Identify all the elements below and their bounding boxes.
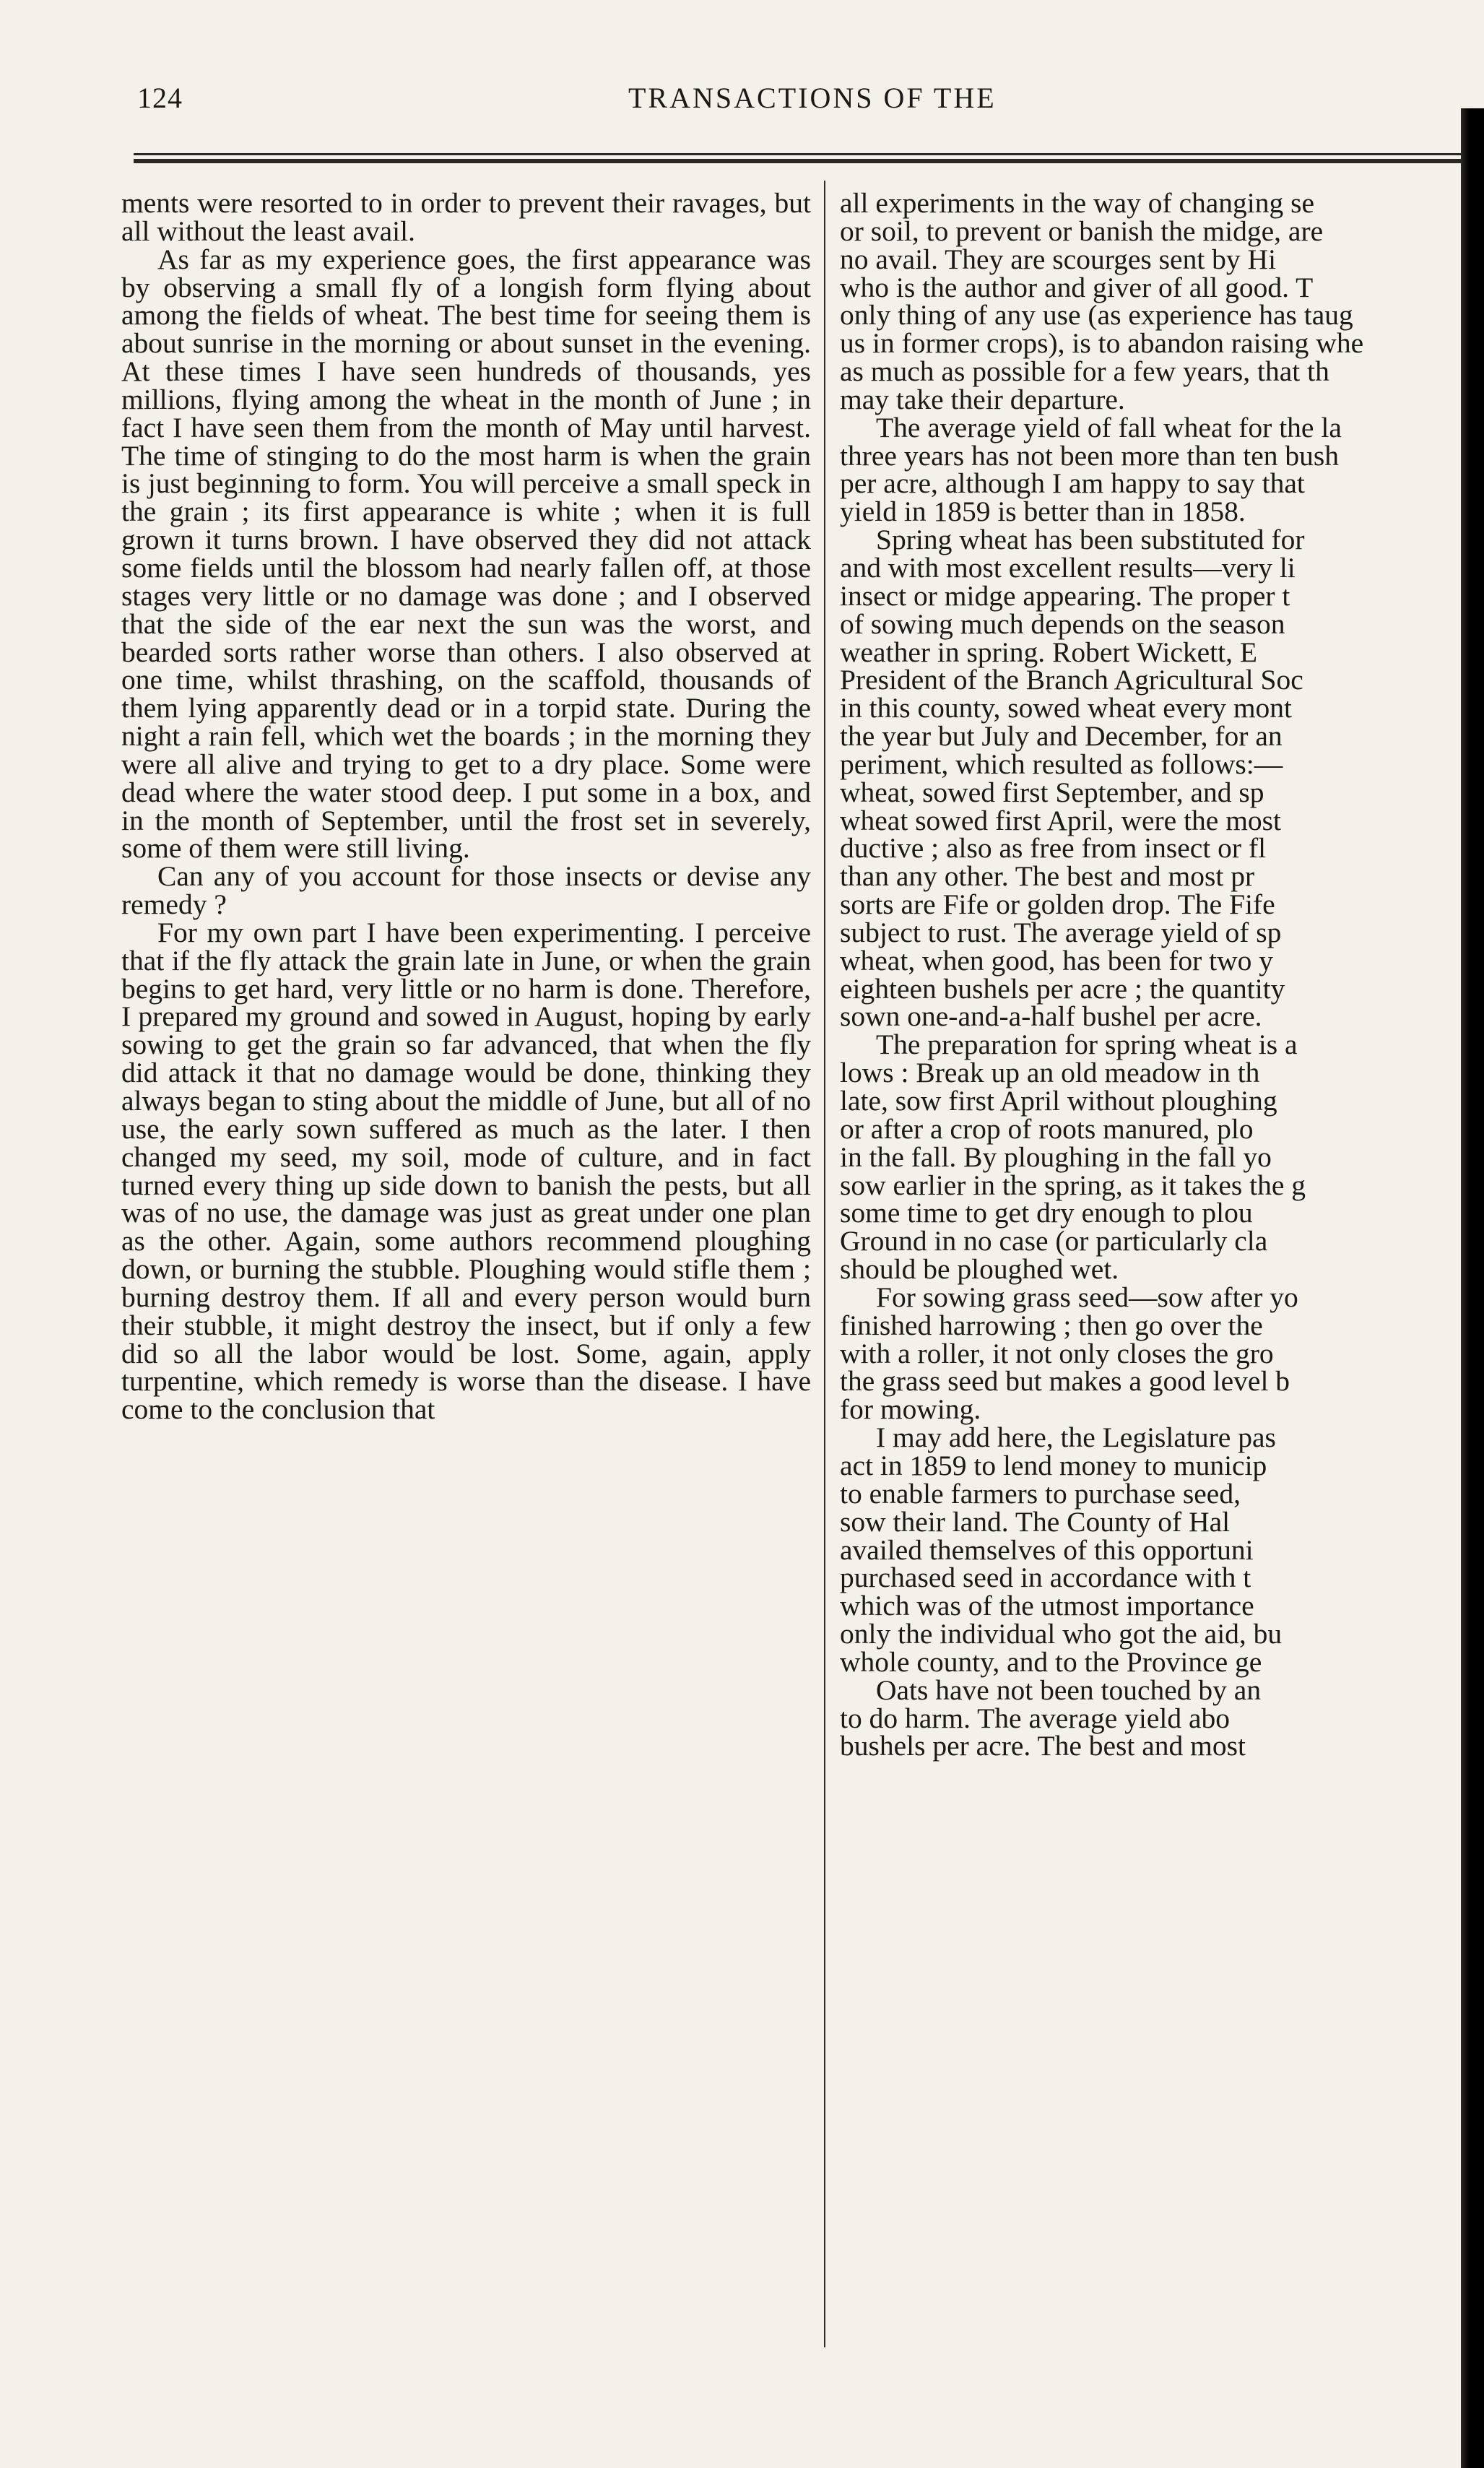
right-column-line: yield in 1859 is better than in 1858. <box>840 495 1246 528</box>
right-column-line: may take their departure. <box>840 383 1125 415</box>
right-column-line: or soil, to prevent or banish the midge, are <box>840 215 1324 247</box>
column-divider <box>824 181 825 2347</box>
right-column-line: whole county, and to the Province ge <box>840 1645 1262 1678</box>
right-column-line: should be ploughed wet. <box>840 1253 1119 1286</box>
right-column-line: act in 1859 to lend money to municip <box>840 1449 1267 1481</box>
right-column-line: eighteen bushels per acre ; the quantity <box>840 972 1285 1005</box>
right-column-line: in this county, sowed wheat every mont <box>840 692 1293 724</box>
right-column-line: the year but July and December, for an <box>840 720 1283 753</box>
right-column-line: Ground in no case (or particularly cla <box>840 1225 1268 1257</box>
header-rule-thick <box>134 159 1484 163</box>
right-column-line: wheat sowed first April, were the most <box>840 804 1282 836</box>
right-column-line: wheat, sowed first September, and sp <box>840 776 1264 808</box>
right-column-line: bushels per acre. The best and most <box>840 1730 1246 1762</box>
right-column-line: purchased seed in accordance with t <box>840 1562 1251 1594</box>
header-rule-thin <box>134 153 1484 155</box>
right-column-line: as much as possible for a few years, that th <box>840 355 1329 388</box>
right-column-line: sow earlier in the spring, as it takes the g <box>840 1169 1306 1201</box>
right-column-line: Spring wheat has been substituted for <box>876 524 1305 556</box>
right-column-line: per acre, although I am happy to say that <box>840 467 1305 500</box>
right-column-line: some time to get dry enough to plou <box>840 1197 1253 1229</box>
right-column-line: and with most excellent results—very li <box>840 551 1296 584</box>
right-column-line: with a roller, it not only closes the gro <box>840 1337 1274 1369</box>
left-paragraph-3: Can any of you account for those insects or devise any remedy ? <box>121 860 811 921</box>
right-column-line: to enable farmers to purchase seed, <box>840 1477 1241 1510</box>
right-column-line: of sowing much depends on the season <box>840 607 1285 640</box>
right-column-line: finished harrowing ; then go over the <box>840 1309 1263 1341</box>
right-column-line: the grass seed but makes a good level b <box>840 1365 1290 1398</box>
right-column-line: subject to rust. The average yield of sp <box>840 916 1282 948</box>
right-column-line: or after a crop of roots manured, plo <box>840 1112 1254 1145</box>
left-paragraph-4: For my own part I have been experimenting. I perceive that if the fly attack the grain late in June, or when the grain begins to get hard, very little or no harm is done. Therefore, I prepared my ground and sowed in August, hoping by early sowing to get the grain so far advanced, that when the fly did attack it that no damage would be done, thinking they always began to sting about the middle of June, but all of no use, the early sown suffered as much as the later. I then changed my seed, my soil, mode of culture, and in fact turned every thing up side down to banish the pests, but all was of no use, the damage was just as great under one plan as the other. Again, some authors recommend ploughing down, or burning the stubble. Ploughing would stifle them ; burning destroy them. If all and every person would burn their stubble, it might destroy the insect, but if only a few did so all the labor would be lost. Some, again, apply turpentine, which remedy is worse than the disease. I have come to the conclusion that <box>121 916 811 1426</box>
right-column-line: three years has not been more than ten bush <box>840 439 1340 472</box>
right-column-line: The preparation for spring wheat is a <box>876 1029 1298 1061</box>
right-column-line: than any other. The best and most pr <box>840 860 1255 893</box>
binding-shadow <box>1461 108 1484 2468</box>
left-paragraph-1: ments were resorted to in order to prevent their ravages, but all without the least avail. <box>121 189 811 247</box>
right-column-line: For sowing grass seed—sow after yo <box>876 1281 1298 1313</box>
right-column-line: I may add here, the Legislature pas <box>876 1421 1276 1454</box>
right-column-line: weather in spring. Robert Wickett, E <box>840 636 1257 668</box>
right-column-line: wheat, when good, has been for two y <box>840 944 1274 977</box>
right-column-line: President of the Branch Agricultural Soc <box>840 664 1303 696</box>
right-column-line: periment, which resulted as follows:— <box>840 748 1283 780</box>
right-column-line: late, sow first April without ploughing <box>840 1085 1277 1117</box>
page-number: 124 <box>137 82 183 114</box>
right-column-line: sorts are Fife or golden drop. The Fife <box>840 888 1275 921</box>
right-column-line: only the individual who got the aid, bu <box>840 1618 1283 1650</box>
right-column-line: all experiments in the way of changing se <box>840 189 1315 219</box>
right-column-line: lows : Break up an old meadow in th <box>840 1057 1260 1089</box>
right-column-line: for mowing. <box>840 1393 981 1426</box>
right-column-line: in the fall. By ploughing in the fall yo <box>840 1140 1272 1173</box>
right-column-line: which was of the utmost importance <box>840 1590 1254 1622</box>
right-column-line: The average yield of fall wheat for the la <box>876 411 1342 443</box>
right-column-line: sown one-and-a-half bushel per acre. <box>840 1000 1262 1033</box>
left-column <box>121 189 811 2356</box>
running-title: TRANSACTIONS OF THE <box>628 82 997 114</box>
right-column-line: sow their land. The County of Hal <box>840 1505 1231 1538</box>
left-paragraph-2: As far as my experience goes, the first appearance was by observing a small fly of a longish form flying about among the fields of wheat. The best time for seeing them is about sunrise in the morning or about sunset in the evening. At these times I have seen hundreds of thousands, yes millions, flying among the wheat in the month of June ; in fact I have seen them from the month of May until harvest. The time of stinging to do the most harm is when the grain is just beginning to form. You will perceive a small speck in the grain ; its first appearance is white ; when it is full grown it turns brown. I have observed they did not attack some fields until the blossom had nearly fallen off, at those stages very little or no damage was done ; and I observed that the side of the ear next the sun was the worst, and bearded sorts rather worse than others. I also observed at one time, whilst thrashing, on the scaffold, thousands of them lying apparently dead or in a torpid state. During the night a rain fell, which wet the boards ; in the morning they were all alive and trying to get to a dry place. Some were dead where the water stood deep. I put some in a box, and in the month of September, until the frost set in severely, some of them were still living. <box>121 243 811 865</box>
right-column-line: us in former crops), is to abandon raising whe <box>840 327 1364 360</box>
right-column-line: to do harm. The average yield abo <box>840 1702 1231 1734</box>
right-column-line: insect or midge appearing. The proper t <box>840 579 1290 612</box>
right-column <box>840 189 1484 2356</box>
right-column-line: only thing of any use (as experience has taug <box>840 299 1353 332</box>
right-column-line: Oats have not been touched by an <box>876 1674 1262 1706</box>
right-column-line: availed themselves of this opportuni <box>840 1533 1254 1566</box>
right-column-line: no avail. They are scourges sent by Hi <box>840 243 1277 275</box>
right-column-line: ductive ; also as free from insect or fl <box>840 832 1267 865</box>
right-column-line: who is the author and giver of all good. T <box>840 271 1314 303</box>
